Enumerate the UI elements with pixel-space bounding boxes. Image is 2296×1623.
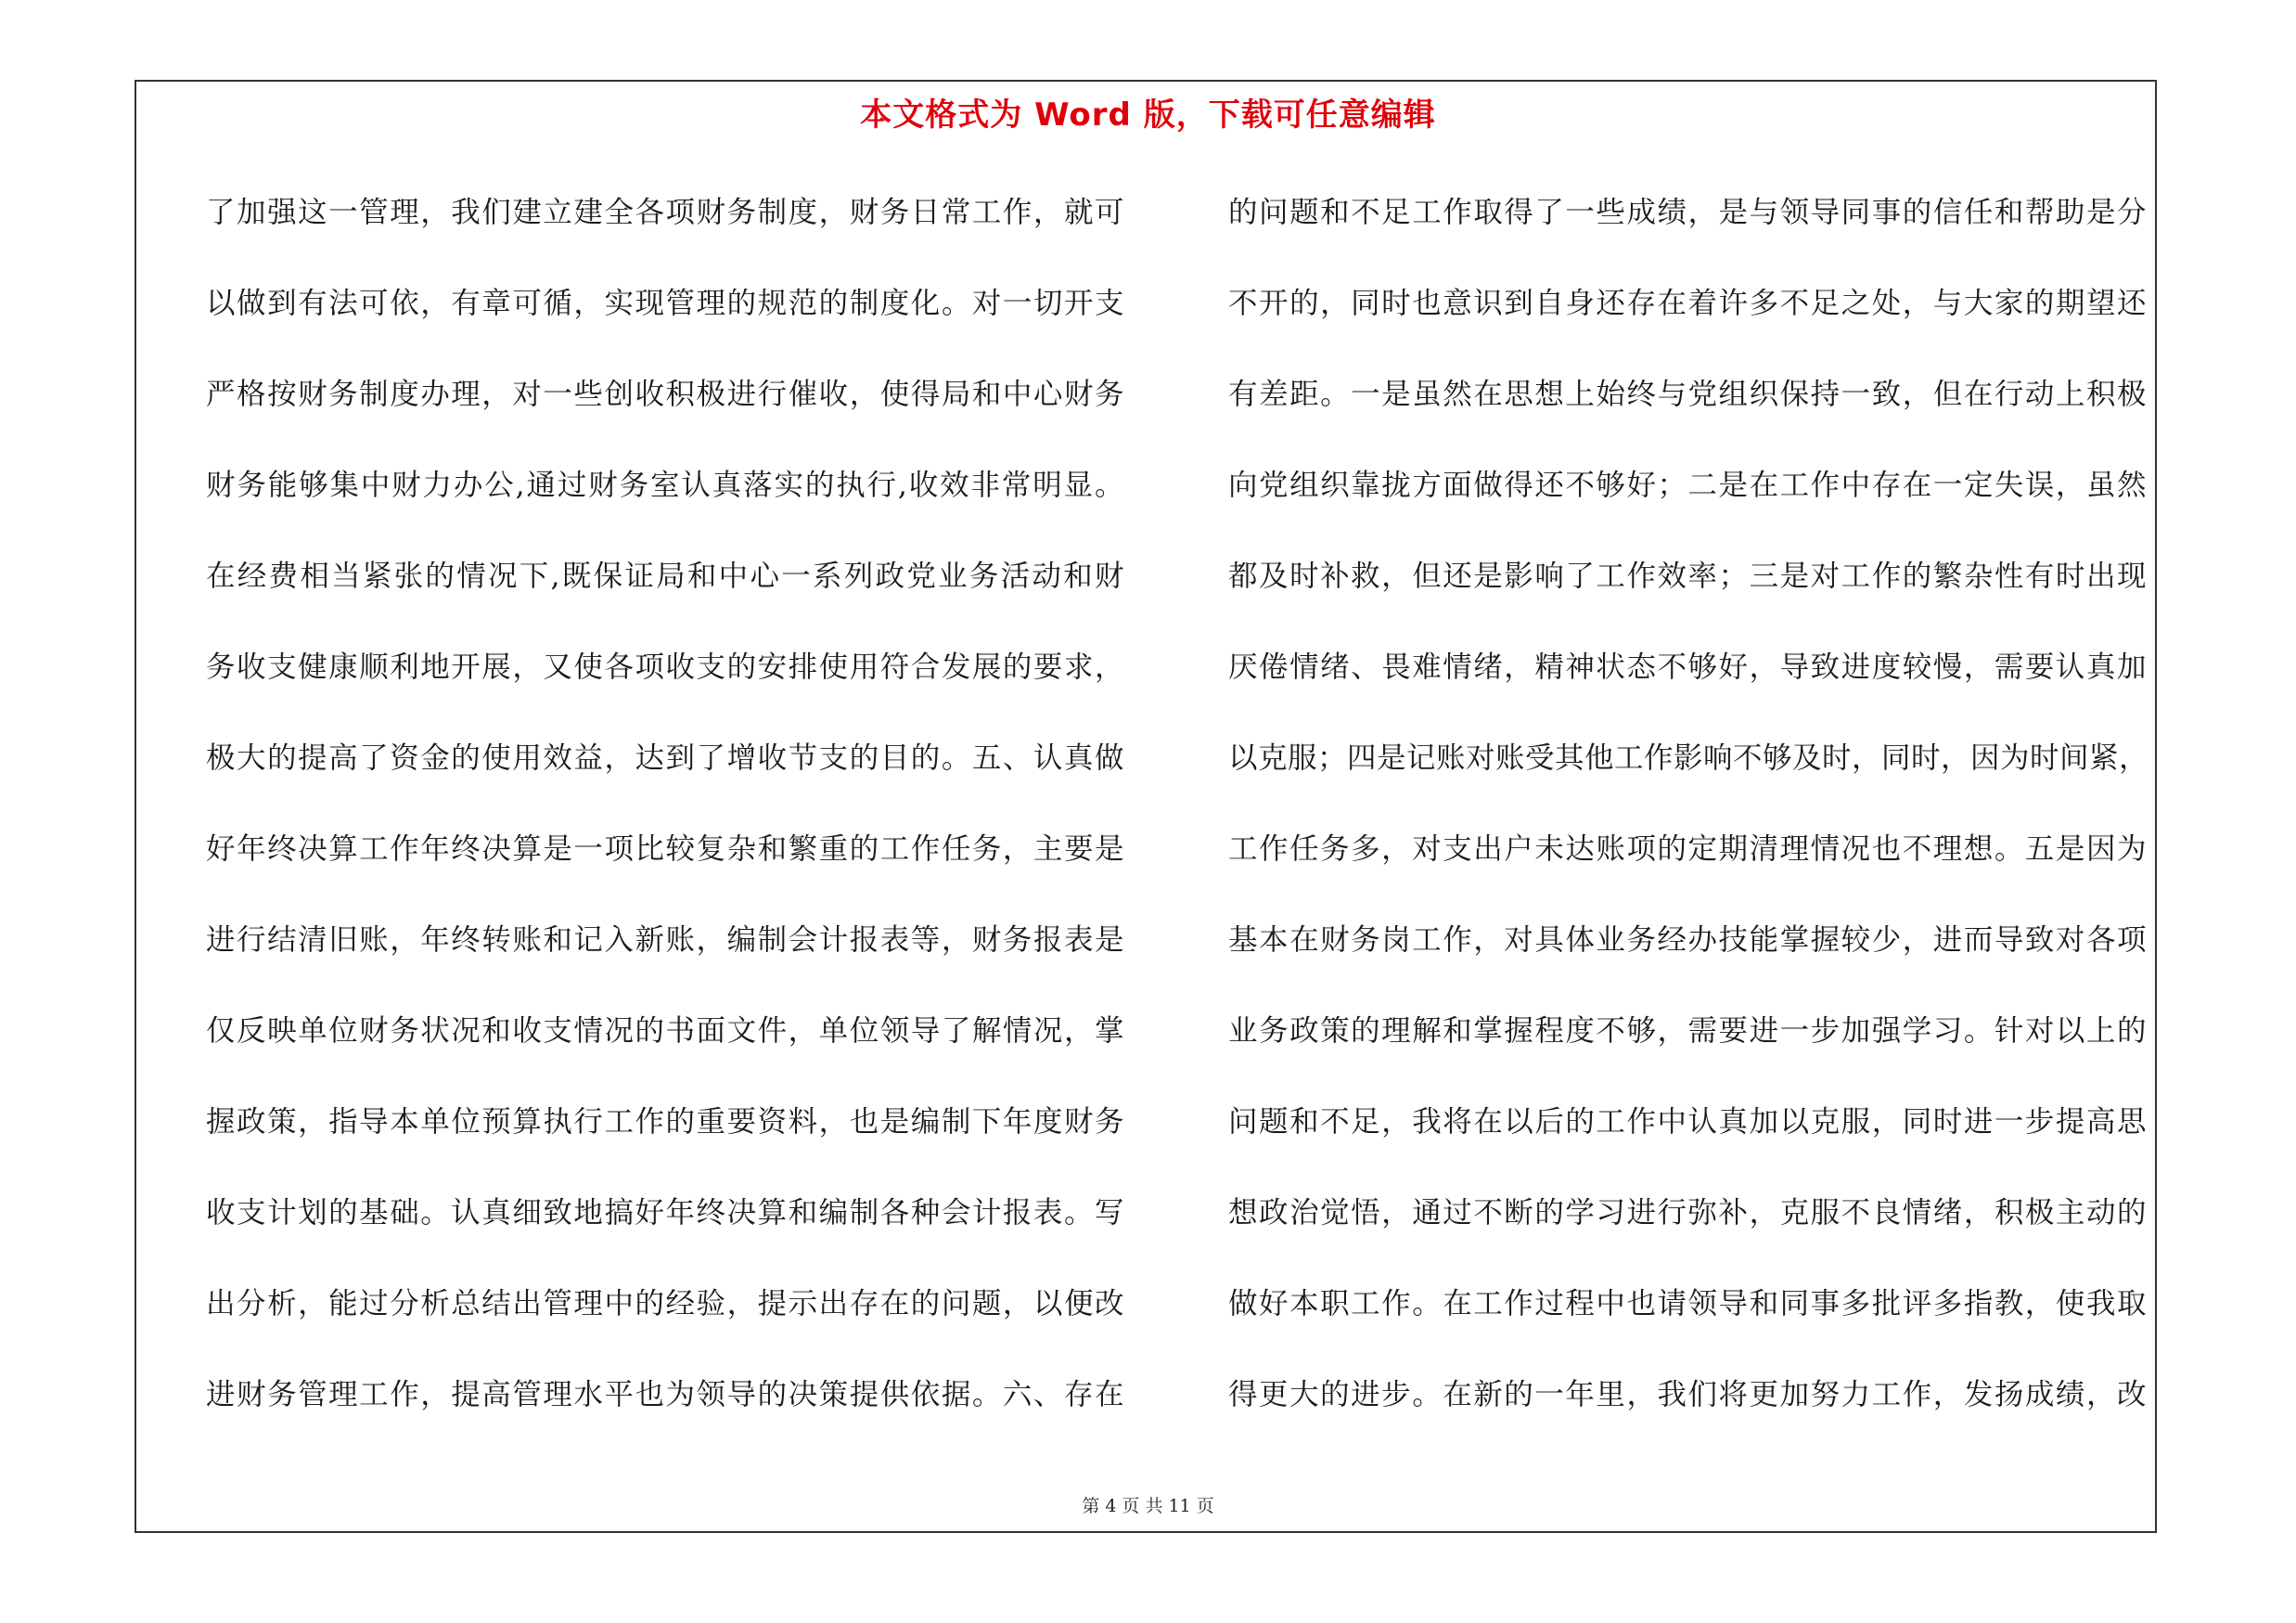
- body-text-line: 仅反映单位财务状况和收支情况的书面文件，单位领导了解情况，掌: [206, 1014, 1124, 1048]
- body-text-line: 极大的提高了资金的使用效益，达到了增收节支的目的。五、认真做: [206, 741, 1124, 775]
- body-text-line: 以做到有法可依，有章可循，实现管理的规范的制度化。对一切开支: [206, 287, 1124, 320]
- body-text-line: 业务政策的理解和掌握程度不够，需要进一步加强学习。针对以上的: [1228, 1014, 2147, 1048]
- body-text-line: 得更大的进步。在新的一年里，我们将更加努力工作，发扬成绩，改: [1228, 1378, 2147, 1411]
- body-text-line: 向党组织靠拢方面做得还不够好；二是在工作中存在一定失误，虽然: [1228, 469, 2147, 502]
- left-text-column: [206, 181, 1124, 1454]
- body-text-line: 出分析，能过分析总结出管理中的经验，提示出存在的问题，以便改: [206, 1287, 1124, 1320]
- body-text-line: 在经费相当紧张的情况下,既保证局和中心一系列政党业务活动和财: [206, 560, 1124, 593]
- body-text-line: 工作任务多，对支出户未达账项的定期清理情况也不理想。五是因为: [1228, 832, 2147, 866]
- page-suffix: 页: [1196, 1496, 1214, 1516]
- body-text-line: 以克服；四是记账对账受其他工作影响不够及时，同时，因为时间紧，: [1228, 741, 2149, 775]
- body-text-line: 想政治觉悟，通过不断的学习进行弥补，克服不良情绪，积极主动的: [1228, 1196, 2147, 1230]
- current-page-number: 4: [1105, 1496, 1117, 1516]
- body-text-line: 都及时补救，但还是影响了工作效率；三是对工作的繁杂性有时出现: [1228, 560, 2147, 593]
- body-text-line: 握政策，指导本单位预算执行工作的重要资料，也是编制下年度财务: [206, 1105, 1124, 1139]
- body-text-line: 进财务管理工作，提高管理水平也为领导的决策提供依据。六、存在: [206, 1378, 1124, 1411]
- body-text-line: 厌倦情绪、畏难情绪，精神状态不够好，导致进度较慢，需要认真加: [1228, 650, 2147, 684]
- body-text-line: 好年终决算工作年终决算是一项比较复杂和繁重的工作任务，主要是: [206, 832, 1124, 866]
- page-middle-text: 页 共: [1122, 1496, 1163, 1516]
- body-text-line: 的问题和不足工作取得了一些成绩，是与领导同事的信任和帮助是分: [1228, 196, 2147, 229]
- body-text-line: 财务能够集中财力办公,通过财务室认真落实的执行,收效非常明显。: [206, 469, 1124, 502]
- body-text-line: 进行结清旧账，年终转账和记入新账，编制会计报表等，财务报表是: [206, 923, 1124, 957]
- right-text-column: [1228, 181, 2147, 1454]
- total-pages-number: 11: [1168, 1496, 1191, 1516]
- page-number-footer: [0, 1492, 2296, 1517]
- body-text-line: 问题和不足，我将在以后的工作中认真加以克服，同时进一步提高思: [1228, 1105, 2147, 1139]
- body-text-line: 务收支健康顺利地开展，又使各项收支的安排使用符合发展的要求，: [206, 650, 1124, 684]
- page-prefix: 第: [1082, 1496, 1100, 1516]
- body-text-line: 基本在财务岗工作，对具体业务经办技能掌握较少，进而导致对各项: [1228, 923, 2147, 957]
- body-text-line: 做好本职工作。在工作过程中也请领导和同事多批评多指教，使我取: [1228, 1287, 2147, 1320]
- body-text-line: 不开的，同时也意识到自身还存在着许多不足之处，与大家的期望还: [1228, 287, 2147, 320]
- word-format-notice: 本文格式为 Word 版，下载可任意编辑: [860, 97, 1436, 134]
- body-text-line: 了加强这一管理，我们建立建全各项财务制度，财务日常工作，就可: [206, 196, 1124, 229]
- body-text-line: 严格按财务制度办理，对一些创收积极进行催收，使得局和中心财务: [206, 378, 1124, 411]
- body-text-line: 收支计划的基础。认真细致地搞好年终决算和编制各种会计报表。写: [206, 1196, 1124, 1230]
- body-text-line: 有差距。一是虽然在思想上始终与党组织保持一致，但在行动上积极: [1228, 378, 2147, 411]
